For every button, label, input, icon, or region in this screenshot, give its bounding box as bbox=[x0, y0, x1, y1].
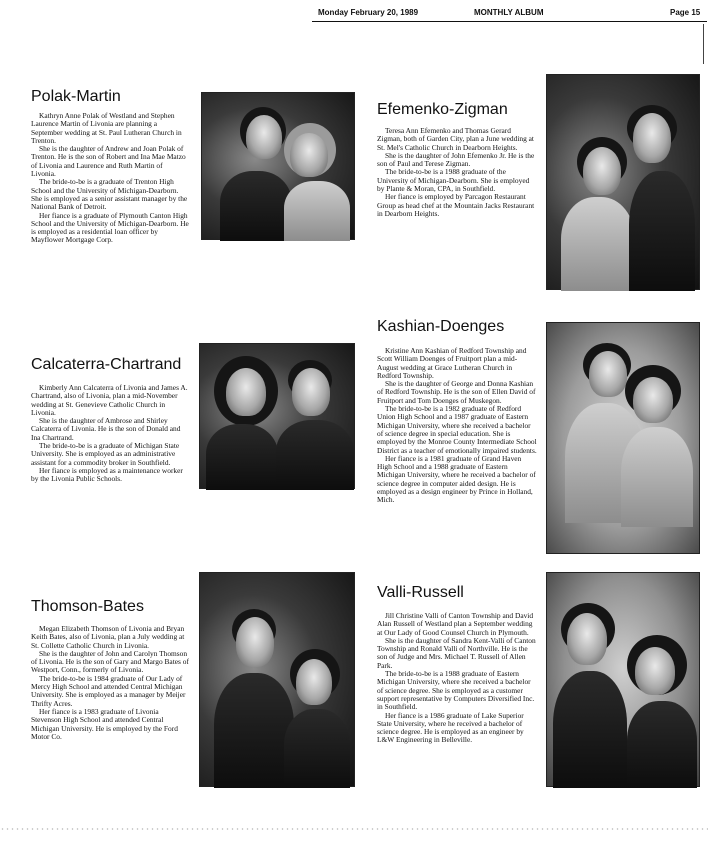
paragraph: Teresa Ann Efemenko and Thomas Gerard Zigman, both of Garden City, plan a June wedding at St. Mel's Catholic Church in Dearborn Heights. bbox=[377, 126, 534, 152]
couple-photo-efemenko-zigman bbox=[546, 74, 700, 290]
headline-polak-martin: Polak-Martin bbox=[31, 88, 121, 105]
paragraph: She is the daughter of John and Carolyn Thomson of Livonia. He is the son of Gary and Margo Bates of Westport, Conn., formerly of Livonia. bbox=[31, 648, 189, 675]
issue-date: Monday February 20, 1989 bbox=[318, 8, 419, 17]
headline-kashian-doenges: Kashian-Doenges bbox=[377, 318, 505, 335]
paragraph: Megan Elizabeth Thomson of Livonia and Bryan Keith Bates, also of Livonia, plan a July wedding at St. Collette Catholic Church in Livonia. bbox=[31, 624, 185, 650]
section-title: MONTHLY ALBUM bbox=[474, 8, 544, 17]
headline-thomson-bates: Thomson-Bates bbox=[31, 598, 144, 615]
couple-photo-valli-russell bbox=[546, 572, 700, 787]
paragraph: Her fiance is a 1983 graduate of Livonia Stevenson High School and attended Central Michigan University. He is employed by the Ford Motor Co. bbox=[31, 706, 178, 741]
article-calcaterra-chartrand bbox=[31, 384, 189, 484]
headline-efemenko-zigman: Efemenko-Zigman bbox=[377, 101, 508, 118]
paragraph: Her fiance is a graduate of Plymouth Canton High School and the University of Michigan-Dearborn. He is employed as a residential loan officer by Mayflower Mortgage Corp. bbox=[31, 210, 189, 245]
headline-calcaterra-chartrand: Calcaterra-Chartrand bbox=[31, 356, 182, 373]
paragraph: She is the daughter of Sandra Kent-Valli of Canton Township and Ronald Valli of Northville. He is the son of Judge and Mrs. Michael T. Russell of Allen Park. bbox=[377, 635, 536, 670]
paragraph: Jill Christine Valli of Canton Township and David Alan Russell of Westland plan a September wedding at Our Lady of Good Counsel Church in Plymouth. bbox=[377, 611, 534, 637]
paragraph: Her fiance is a 1981 graduate of Grand Haven High School and a 1988 graduate of Eastern Michigan University, where he received a bachelor of science degree in computer aided design. He is employed as a design engineer by Prince in Holland, Mich. bbox=[377, 453, 536, 505]
article-polak-martin bbox=[31, 112, 189, 245]
article-kashian-doenges bbox=[377, 347, 537, 505]
paragraph: Kathryn Anne Polak of Westland and Stephen Laurence Martin of Livonia are planning a September wedding at St. Paul Lutheran Church in Trenton. bbox=[31, 111, 182, 145]
paragraph: The bride-to-be is a graduate of Michigan State University. She is employed as an administrative assistant for a commodity broker in Southfield. bbox=[31, 441, 180, 467]
paragraph: The bride-to-be is 1984 graduate of Our Lady of Mercy High School and attended Central Michigan University. She is employed as a manager by Meijer Thrifty Acres. bbox=[31, 673, 186, 708]
paragraph: Kimberly Ann Calcaterra of Livonia and James A. Chartrand, also of Livonia, plan a mid-November wedding at St. Genevieve Catholic Church in Livonia. bbox=[31, 383, 188, 417]
paragraph: Kristine Ann Kashian of Redford Township and Scott William Doenges of Fruitport plan a mid-August wedding at Grace Lutheran Church in Redford Township. bbox=[377, 346, 527, 380]
couple-photo-polak-martin bbox=[201, 92, 355, 240]
article-thomson-bates bbox=[31, 625, 189, 741]
masthead bbox=[0, 8, 708, 22]
masthead-rule bbox=[312, 21, 707, 22]
headline-valli-russell: Valli-Russell bbox=[377, 584, 464, 601]
paragraph: Her fiance is employed by Parcagon Restaurant Group as head chef at the Mountain Jacks Restaurant in Dearborn Heights. bbox=[377, 192, 535, 218]
couple-photo-kashian-doenges bbox=[546, 322, 700, 554]
paragraph: The bride-to-be is a 1988 graduate of the University of Michigan-Dearborn. She is employed by Plante & Moran, CPA, in Southfield. bbox=[377, 167, 530, 194]
page-number: Page 15 bbox=[670, 8, 701, 17]
column-rule bbox=[703, 24, 704, 64]
paragraph: She is the daughter of Andrew and Joan Polak of Trenton. He is the son of Robert and Ina Mae Matzo of Livonia and Laurence and Ruth Martin of Livonia. bbox=[31, 144, 186, 179]
article-valli-russell bbox=[377, 612, 537, 745]
paragraph: The bride-to-be is a 1988 graduate of Eastern Michigan University, where she received a bachelor of science degree. She is employed as a customer support representative by Computers Diversified Inc. in Southfield. bbox=[377, 669, 535, 712]
couple-photo-thomson-bates bbox=[199, 572, 355, 787]
couple-photo-calcaterra-chartrand bbox=[199, 343, 355, 489]
paragraph: Her fiance is employed as a maintenance worker by the Livonia Public Schools. bbox=[31, 465, 183, 484]
paragraph: She is the daughter of John Efemenko Jr. He is the son of Paul and Terese Zigman. bbox=[377, 150, 535, 169]
paragraph: Her fiance is a 1986 graduate of Lake Superior State University, where he received a bachelor of science degree. He is employed as an engineer by L&W Engineering in Belleville. bbox=[377, 710, 524, 745]
article-efemenko-zigman bbox=[377, 127, 537, 218]
paragraph: The bride-to-be is a graduate of Trenton High School and the University of Michigan-Dearborn. She is employed as a senior assistant manager by the National Bank of Detroit. bbox=[31, 177, 188, 212]
paragraph: She is the daughter of George and Donna Kashian of Redford Township. He is the son of Ellen David of Fruitport and Tom Doenges of Muskegon. bbox=[377, 379, 536, 405]
page-footer-speckle bbox=[0, 826, 708, 832]
paragraph: She is the daughter of Ambrose and Shirley Calcaterra of Livonia. He is the son of Donald and Ina Chartrand. bbox=[31, 416, 181, 442]
paragraph: The bride-to-be is a 1982 graduate of Redford Union High School and a 1987 graduate of Eastern Michigan University, where she received a bachelor of science degree in special education. She is employed by the Monroe County Intermediate School District as a teacher of emotionally impaired students. bbox=[377, 404, 537, 455]
